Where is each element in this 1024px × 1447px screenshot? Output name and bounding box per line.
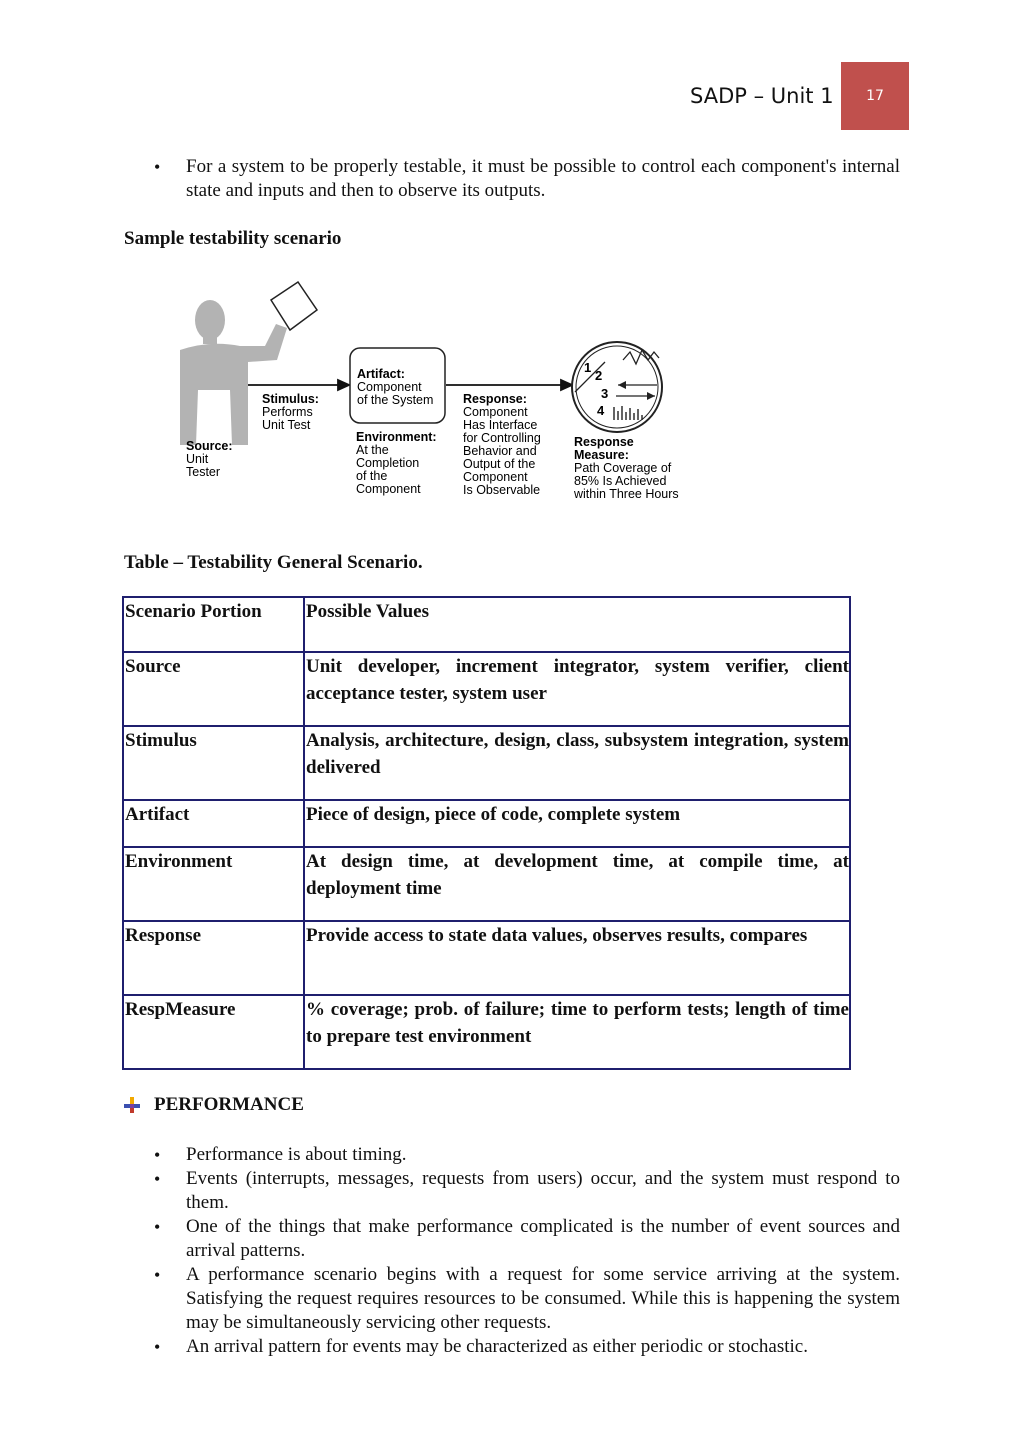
header-title: SADP – Unit 1 bbox=[690, 84, 834, 108]
response-line: Has Interface bbox=[463, 418, 538, 432]
table-row bbox=[123, 847, 850, 921]
page-number: 17 bbox=[841, 62, 909, 130]
table-header-cell: Scenario Portion bbox=[123, 597, 304, 652]
stimulus-line: Unit Test bbox=[262, 418, 311, 432]
intro-bullet: • For a system to be properly testable, it must be possible to control each component's internal state and inputs and then to observe its outputs. bbox=[150, 155, 900, 203]
table-header-row bbox=[123, 597, 850, 652]
table-row bbox=[123, 726, 850, 800]
response-line: Component bbox=[463, 470, 528, 484]
dial-number: 4 bbox=[597, 403, 605, 418]
source-title: Source: bbox=[186, 439, 233, 453]
response-title: Response: bbox=[463, 392, 527, 406]
table-cell-portion: Source bbox=[123, 652, 304, 726]
table-row bbox=[123, 800, 850, 847]
sample-heading: Sample testability scenario bbox=[124, 228, 342, 249]
performance-heading-row bbox=[124, 1094, 304, 1116]
performance-bullet: • One of the things that make performance complicated is the number of event sources and arrival patterns. bbox=[150, 1215, 900, 1263]
measure-line: Path Coverage of bbox=[574, 461, 672, 475]
artifact-title: Artifact: bbox=[357, 367, 405, 381]
environment-line: Completion bbox=[356, 456, 420, 470]
stopwatch-icon bbox=[572, 342, 662, 432]
performance-heading: PERFORMANCE bbox=[154, 1094, 304, 1115]
environment-line: At the bbox=[356, 443, 389, 457]
performance-bullet: • A performance scenario begins with a request for some service arriving at the system. Satisfying the request requires resources to be consumed. While this is happening the system may be simultaneously servicing other requests. bbox=[150, 1263, 900, 1335]
testability-scenario-diagram bbox=[170, 280, 710, 510]
table-cell-portion: Artifact bbox=[123, 800, 304, 847]
environment-line: of the bbox=[356, 469, 388, 483]
table-header-cell: Possible Values bbox=[304, 597, 850, 652]
intro-bullet-list bbox=[150, 155, 900, 203]
stimulus-line: Performs bbox=[262, 405, 313, 419]
table-cell-values: Provide access to state data values, observes results, compares bbox=[304, 921, 850, 995]
table-row bbox=[123, 921, 850, 995]
table-cell-values: Unit developer, increment integrator, system verifier, client acceptance tester, system user bbox=[304, 652, 850, 726]
performance-bullet: • Performance is about timing. bbox=[150, 1143, 900, 1167]
response-line: Output of the bbox=[463, 457, 536, 471]
paper-icon bbox=[271, 282, 317, 330]
response-line: Is Observable bbox=[463, 483, 541, 497]
measure-title: Measure: bbox=[574, 448, 629, 462]
table-cell-portion: RespMeasure bbox=[123, 995, 304, 1069]
table-cell-values: Analysis, architecture, design, class, subsystem integration, system delivered bbox=[304, 726, 850, 800]
table-cell-portion: Stimulus bbox=[123, 726, 304, 800]
table-cell-values: Piece of design, piece of code, complete system bbox=[304, 800, 850, 847]
response-line: for Controlling bbox=[463, 431, 541, 445]
environment-line: Component bbox=[356, 482, 421, 496]
dial-number: 2 bbox=[595, 368, 603, 383]
source-line: Tester bbox=[186, 465, 221, 479]
table-row bbox=[123, 995, 850, 1069]
table-caption: Table – Testability General Scenario. bbox=[124, 552, 423, 573]
measure-line: 85% Is Achieved bbox=[574, 474, 667, 488]
response-line: Component bbox=[463, 405, 528, 419]
dial-number: 1 bbox=[584, 360, 592, 375]
colored-bullet-icon bbox=[124, 1097, 140, 1113]
table-cell-portion: Environment bbox=[123, 847, 304, 921]
table-cell-portion: Response bbox=[123, 921, 304, 995]
table-row bbox=[123, 652, 850, 726]
table-cell-values: At design time, at development time, at compile time, at deployment time bbox=[304, 847, 850, 921]
performance-bullet-list bbox=[150, 1143, 900, 1359]
stimulus-title: Stimulus: bbox=[262, 392, 319, 406]
measure-title: Response bbox=[574, 435, 634, 449]
artifact-line: of the System bbox=[357, 393, 434, 407]
response-line: Behavior and bbox=[463, 444, 537, 458]
performance-bullet: • Events (interrupts, messages, requests from users) occur, and the system must respond to them. bbox=[150, 1167, 900, 1215]
artifact-line: Component bbox=[357, 380, 422, 394]
performance-bullet: • An arrival pattern for events may be characterized as either periodic or stochastic. bbox=[150, 1335, 900, 1359]
testability-table bbox=[122, 596, 851, 1070]
measure-line: within Three Hours bbox=[574, 487, 679, 501]
source-line: Unit bbox=[186, 452, 209, 466]
environment-title: Environment: bbox=[356, 430, 437, 444]
dial-number: 3 bbox=[601, 386, 609, 401]
table-cell-values: % coverage; prob. of failure; time to perform tests; length of time to prepare test environment bbox=[304, 995, 850, 1069]
